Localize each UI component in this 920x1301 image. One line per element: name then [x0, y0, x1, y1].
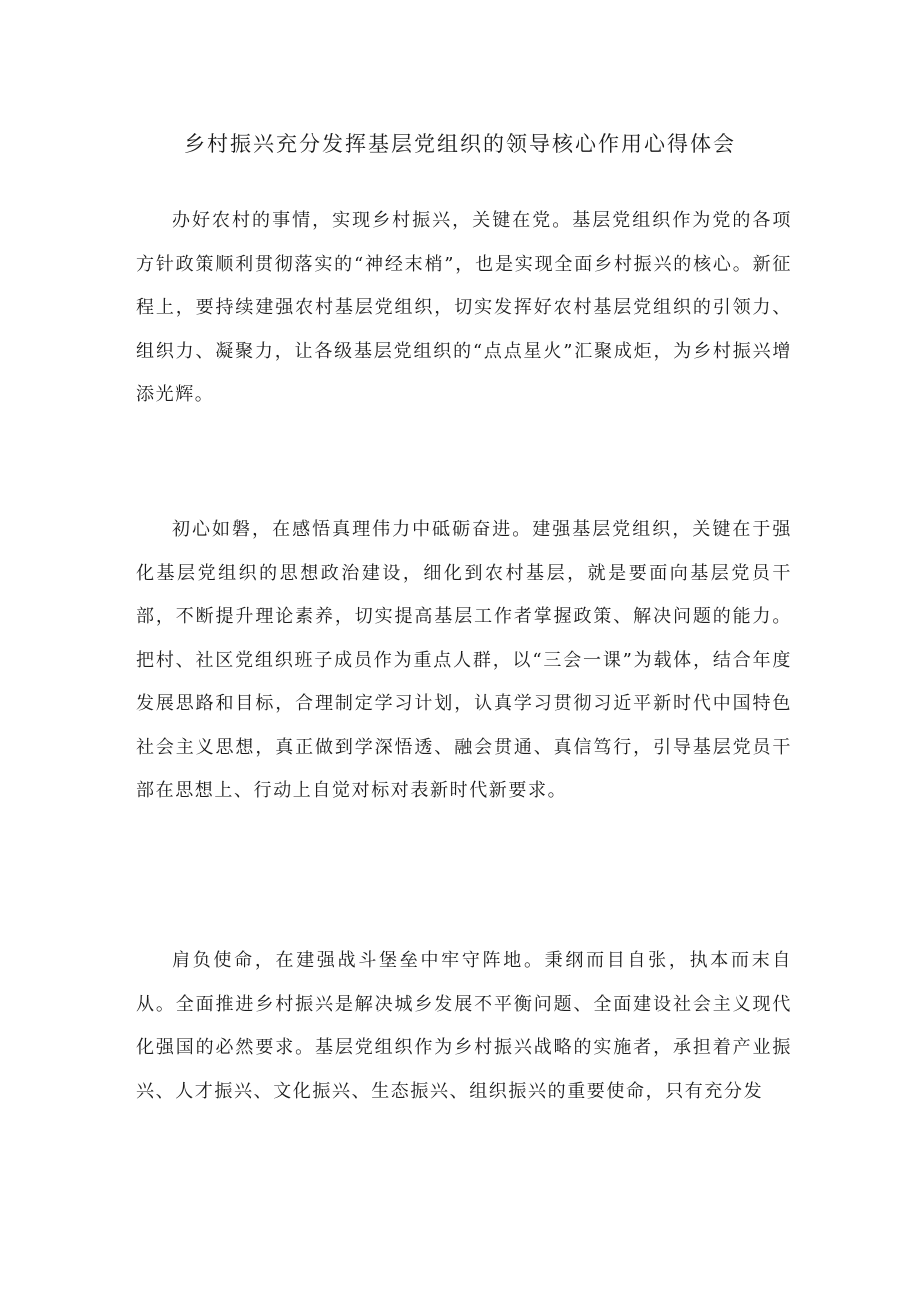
document-title: 乡村振兴充分发挥基层党组织的领导核心作用心得体会 [184, 132, 736, 156]
paragraph: 办好农村的事情，实现乡村振兴，关键在党。基层党组织作为党的各项方针政策顺利贯彻落实的“神经末梢”，也是实现全面乡村振兴的核心。新征程上，要持续建强农村基层党组织，切实发挥好农村基层党组织的引领力、组织力、凝聚力，让各级基层党组织的“点点星火”汇聚成炬，为乡村振兴增添光辉。 [136, 210, 792, 405]
paragraph: 初心如磐，在感悟真理伟力中砥砺奋进。建强基层党组织，关键在于强化基层党组织的思想政治建设，细化到农村基层，就是要面向基层党员干部，不断提升理论素养，切实提高基层工作者掌握政策、解决问题的能力。把村、社区党组织班子成员作为重点人群，以“三会一课”为载体，结合年度发展思路和目标，合理制定学习计划，认真学习贯彻习近平新时代中国特色社会主义思想，真正做到学深悟透、融会贯通、真信笃行，引导基层党员干部在思想上、行动上自觉对标对表新时代新要求。 [136, 519, 792, 801]
paragraph: 肩负使命，在建强战斗堡垒中牢守阵地。秉纲而目自张，执本而末自从。全面推进乡村振兴是解决城乡发展不平衡问题、全面建设社会主义现代化强国的必然要求。基层党组织作为乡村振兴战略的实施者，承担着产业振兴、人才振兴、文化振兴、生态振兴、组织振兴的重要使命，只有充分发 [136, 950, 792, 1102]
